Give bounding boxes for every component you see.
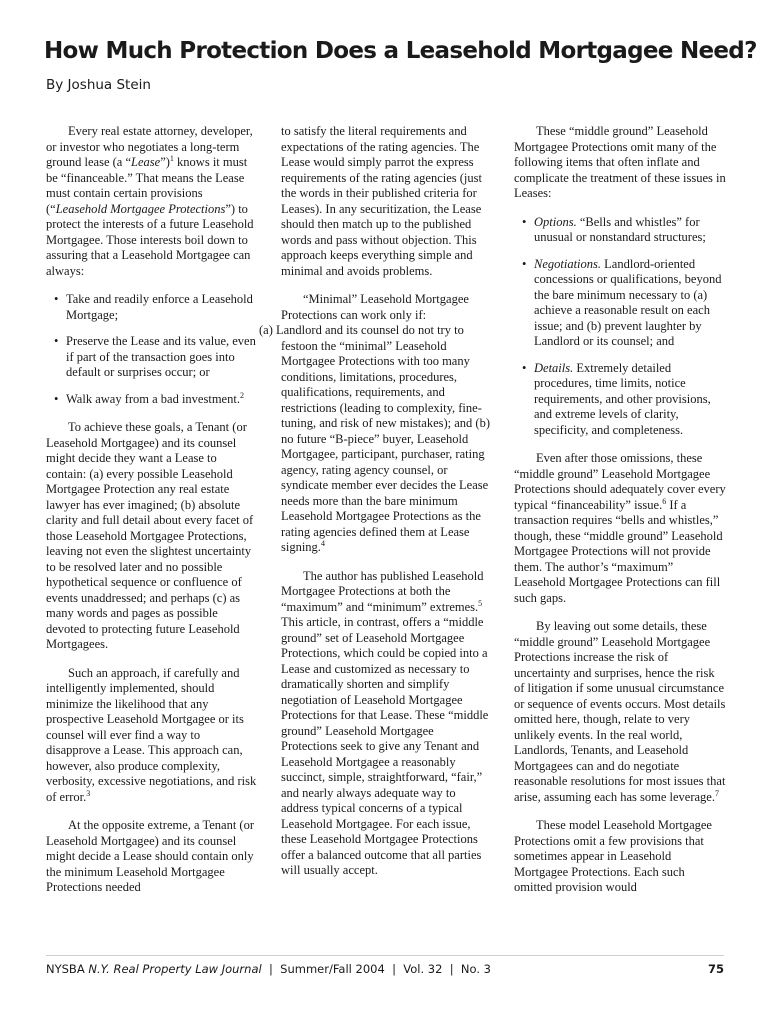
footer-divider: [46, 955, 724, 956]
footnote-ref: 2: [239, 390, 244, 400]
footnote-ref: 6: [662, 496, 667, 506]
journal-footer: NYSBA N.Y. Real Property Law Journal | Summer/Fall 2004 | Vol. 32 | No. 3: [46, 962, 491, 976]
list-item: • Negotiations. Landlord-oriented concessions or qualifications, beyond the bare minimum necessary to (a) achieve a reasonable result on each issue; and (b) prevent laughter by Landlord or its counsel; and: [522, 256, 722, 348]
article-title: How Much Protection Does a Leasehold Mortgagee Need?: [44, 38, 757, 64]
bullet-icon: •: [54, 292, 59, 306]
paragraph: By leaving out some details, these “middle ground” Leasehold Mortgagee Protections increase the risk of uncertainty and surprises, hence the risk of litigation if some unusual circumstance or sequence of events occurs. Most details omitted here, though, relate to very unlikely events. In the real world, Landlords, Tenants, and Leasehold Mortgagees can and do negotiate reasonable resolutions for most issues that arise, assuming each has some leverage.$^7$: [514, 619, 726, 804]
footnote-ref: 7: [714, 788, 719, 798]
column-3: [514, 124, 726, 909]
footnote-ref: 5: [478, 598, 483, 608]
bullet-list: [514, 215, 726, 439]
bullet-icon: •: [54, 391, 59, 406]
paragraph: Such an approach, if carefully and intelligently implemented, should minimize the likelihood that any prospective Leasehold Mortgagee or its counsel will ever find a way to disapprove a Lease. This approach can, however, also produce complexity, verbosity, excessive negotiations, and risk of error.$^3$: [46, 665, 257, 804]
paragraph: At the opposite extreme, a Tenant (or Leasehold Mortgagee) and its counsel might decide a Lease should contain only the minimum Leasehold Mortgagee Protections needed: [46, 818, 254, 894]
paragraph: “Minimal” Leasehold Mortgagee Protections can work only if: (a) Landlord and its counsel do not try to festoon the “minimal” Leasehold Mortgagee Protections with too many conditions, limitations, procedures, qualifications, requirements, and restrictions (leading to complexity, fine-tuning, and risk of new mistakes); and (b) no future “B-piece” buyer, Leasehold Mortgagee, participant, purchaser, rating agency, rating agency counsel, or syndicate member ever decides the Lease needs more than the bare minimum Leasehold Mortgagee Protections as the rating agencies defined them at Lease signing.$^4$: [259, 292, 490, 554]
paragraph: These “middle ground” Leasehold Mortgagee Protections omit many of the following items that often inflate and complicate the treatment of these issues in Leases:: [514, 124, 726, 200]
footnote-ref: 3: [86, 788, 91, 798]
author-byline: By Joshua Stein: [46, 77, 151, 93]
paragraph: The author has published Leasehold Mortgagee Protections at both the “maximum” and “minimum” extremes.$^5$ This article, in contrast, offers a “middle ground” set of Leasehold Mortgagee Protections, which could be copied into a Lease and customized as necessary to dramatically shorten and simplify negotiation of Leasehold Mortgagee Protections for that Lease. These “middle ground” Leasehold Mortgagee Protections seek to give any Tenant and Leasehold Mortgagee a reasonably succinct, simple, straightforward, “fair,” and nearly always adequate way to address typical concerns of a typical Leasehold Mortgagee. For each issue, these Leasehold Mortgagee Protections offer a balanced outcome that all parties will usually accept.: [281, 568, 489, 877]
column-2: [259, 124, 493, 892]
list-item: • Preserve the Lease and its value, even if part of the transaction goes into default or surprises occur; or: [54, 334, 256, 379]
paragraph: Even after those omissions, these “middle ground” Leasehold Mortgagee Protections should adequately cover every typical “financeability” issue.$^6$ If a transaction requires “bells and whistles,” though, these “middle ground” Leasehold Mortgagee Protections will not provide them. The author’s “maximum” Leasehold Mortgagee Protections can fill such gaps.: [514, 451, 726, 605]
list-item: • Options. “Bells and whistles” for unusual or nonstandard structures;: [522, 214, 706, 244]
paragraph: to satisfy the literal requirements and expectations of the rating agencies. The Lease would simply parrot the express requirements of the rating agencies (just the words in their published criteria for Leases). In any securitization, the Lease should then match up to the published words and pass without objection. This approach keeps everything simple and minimal and avoids problems.: [281, 124, 482, 278]
bullet-icon: •: [522, 214, 527, 229]
footnote-ref: 1: [169, 153, 174, 163]
journal-name: N.Y. Real Property Law Journal: [88, 962, 262, 976]
page-number: 75: [707, 962, 724, 976]
paragraph: These model Leasehold Mortgagee Protections omit a few provisions that sometimes appear in Leasehold Mortgagee Protections. Each such omitted provision would: [514, 818, 712, 894]
footnote-ref: 4: [320, 538, 325, 548]
bullet-icon: •: [522, 256, 527, 271]
list-item: • Take and readily enforce a Leasehold Mortgage;: [54, 292, 253, 322]
list-item: • Walk away from a bad investment.$^2$: [54, 390, 244, 406]
bullet-list: [46, 292, 258, 407]
list-item: • Details. Extremely detailed procedures, time limits, notice requirements, and other provisions, and extreme levels of clarity, specificity, and completeness.: [522, 360, 711, 437]
bullet-icon: •: [54, 334, 59, 348]
paragraph: To achieve these goals, a Tenant (or Leasehold Mortgagee) and its counsel might decide they want a Lease to contain: (a) every possible Leasehold Mortgagee Protection any real estate lawyer has ever imagined; (b) absolute clarity and full detail about every facet of those Leasehold Mortgagee Protections, leaving not even the slightest uncertainty to be resolved later and no possible hypothetical sequence or confluence of events unaddressed; and perhaps (c) as many words and pages as possible devoted to protecting future Leasehold Mortgagees.: [46, 420, 254, 651]
paragraph: Every real estate attorney, developer, or investor who negotiates a long-term ground lease (a “Lease”)$^1$ knows it must be “financeable.” That means the Lease must contain certain provisions (“Leasehold Mortgagee Protections”) to protect the interests of a future Leasehold Mortgagee. Those interests boil down to assuring that a Leasehold Mortgagee can always:: [46, 124, 254, 278]
bullet-icon: •: [522, 360, 527, 375]
column-1: [46, 124, 258, 909]
